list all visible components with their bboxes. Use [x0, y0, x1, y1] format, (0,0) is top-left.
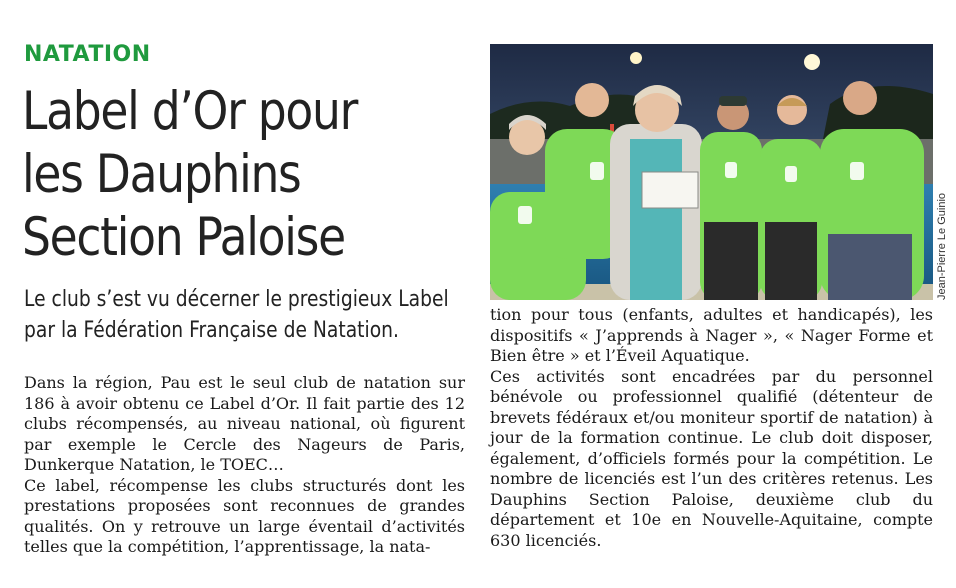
kicker: NATATION [24, 42, 151, 67]
column-right [490, 305, 933, 551]
column-left [24, 373, 465, 558]
paragraph: tion pour tous (enfants, adultes et handicapés), les dispositifs « J’apprends à Nager », « Nager Forme et Bien être » et l’Éveil Aquatique. [490, 305, 933, 365]
paragraph: Dans la région, Pau est le seul club de natation sur 186 à avoir obtenu ce Label d’Or. Il fait partie des 12 clubs récompensés, au niveau national, où figurent par exemple le Cercle des Nageurs de Paris, Dunkerque Natation, le TOEC… [24, 373, 465, 474]
headline: Label d’Or pour les Dauphins Section Paloise [22, 81, 358, 268]
photo [490, 44, 933, 300]
subhead: Le club s’est vu décerner le prestigieux Label par la Fédération Française de Natation. [24, 287, 449, 343]
paragraph: Ce label, récompense les clubs structurés dont les prestations proposées sont reconnues de grandes qualités. On y retrouve un large éventail d’activités telles que la compétition, l’apprentissage, la nata- [24, 475, 465, 556]
photo-illustration [490, 44, 933, 300]
photo-credit: Jean-Pierre Le Guinio [936, 192, 948, 300]
paragraph: Ces activités sont encadrées par du personnel bénévole ou professionnel qualifié (détenteur de brevets fédéraux et/ou moniteur sportif de natation) à jour de la formation continue. Le club doit disposer, également, d’officiels formés pour la compétition. Le nombre de licenciés est l’un des critères retenus. Les Dauphins Section Paloise, deuxième club du département et 10e en Nouvelle-Aquitaine, compte 630 licenciés. [490, 366, 933, 550]
